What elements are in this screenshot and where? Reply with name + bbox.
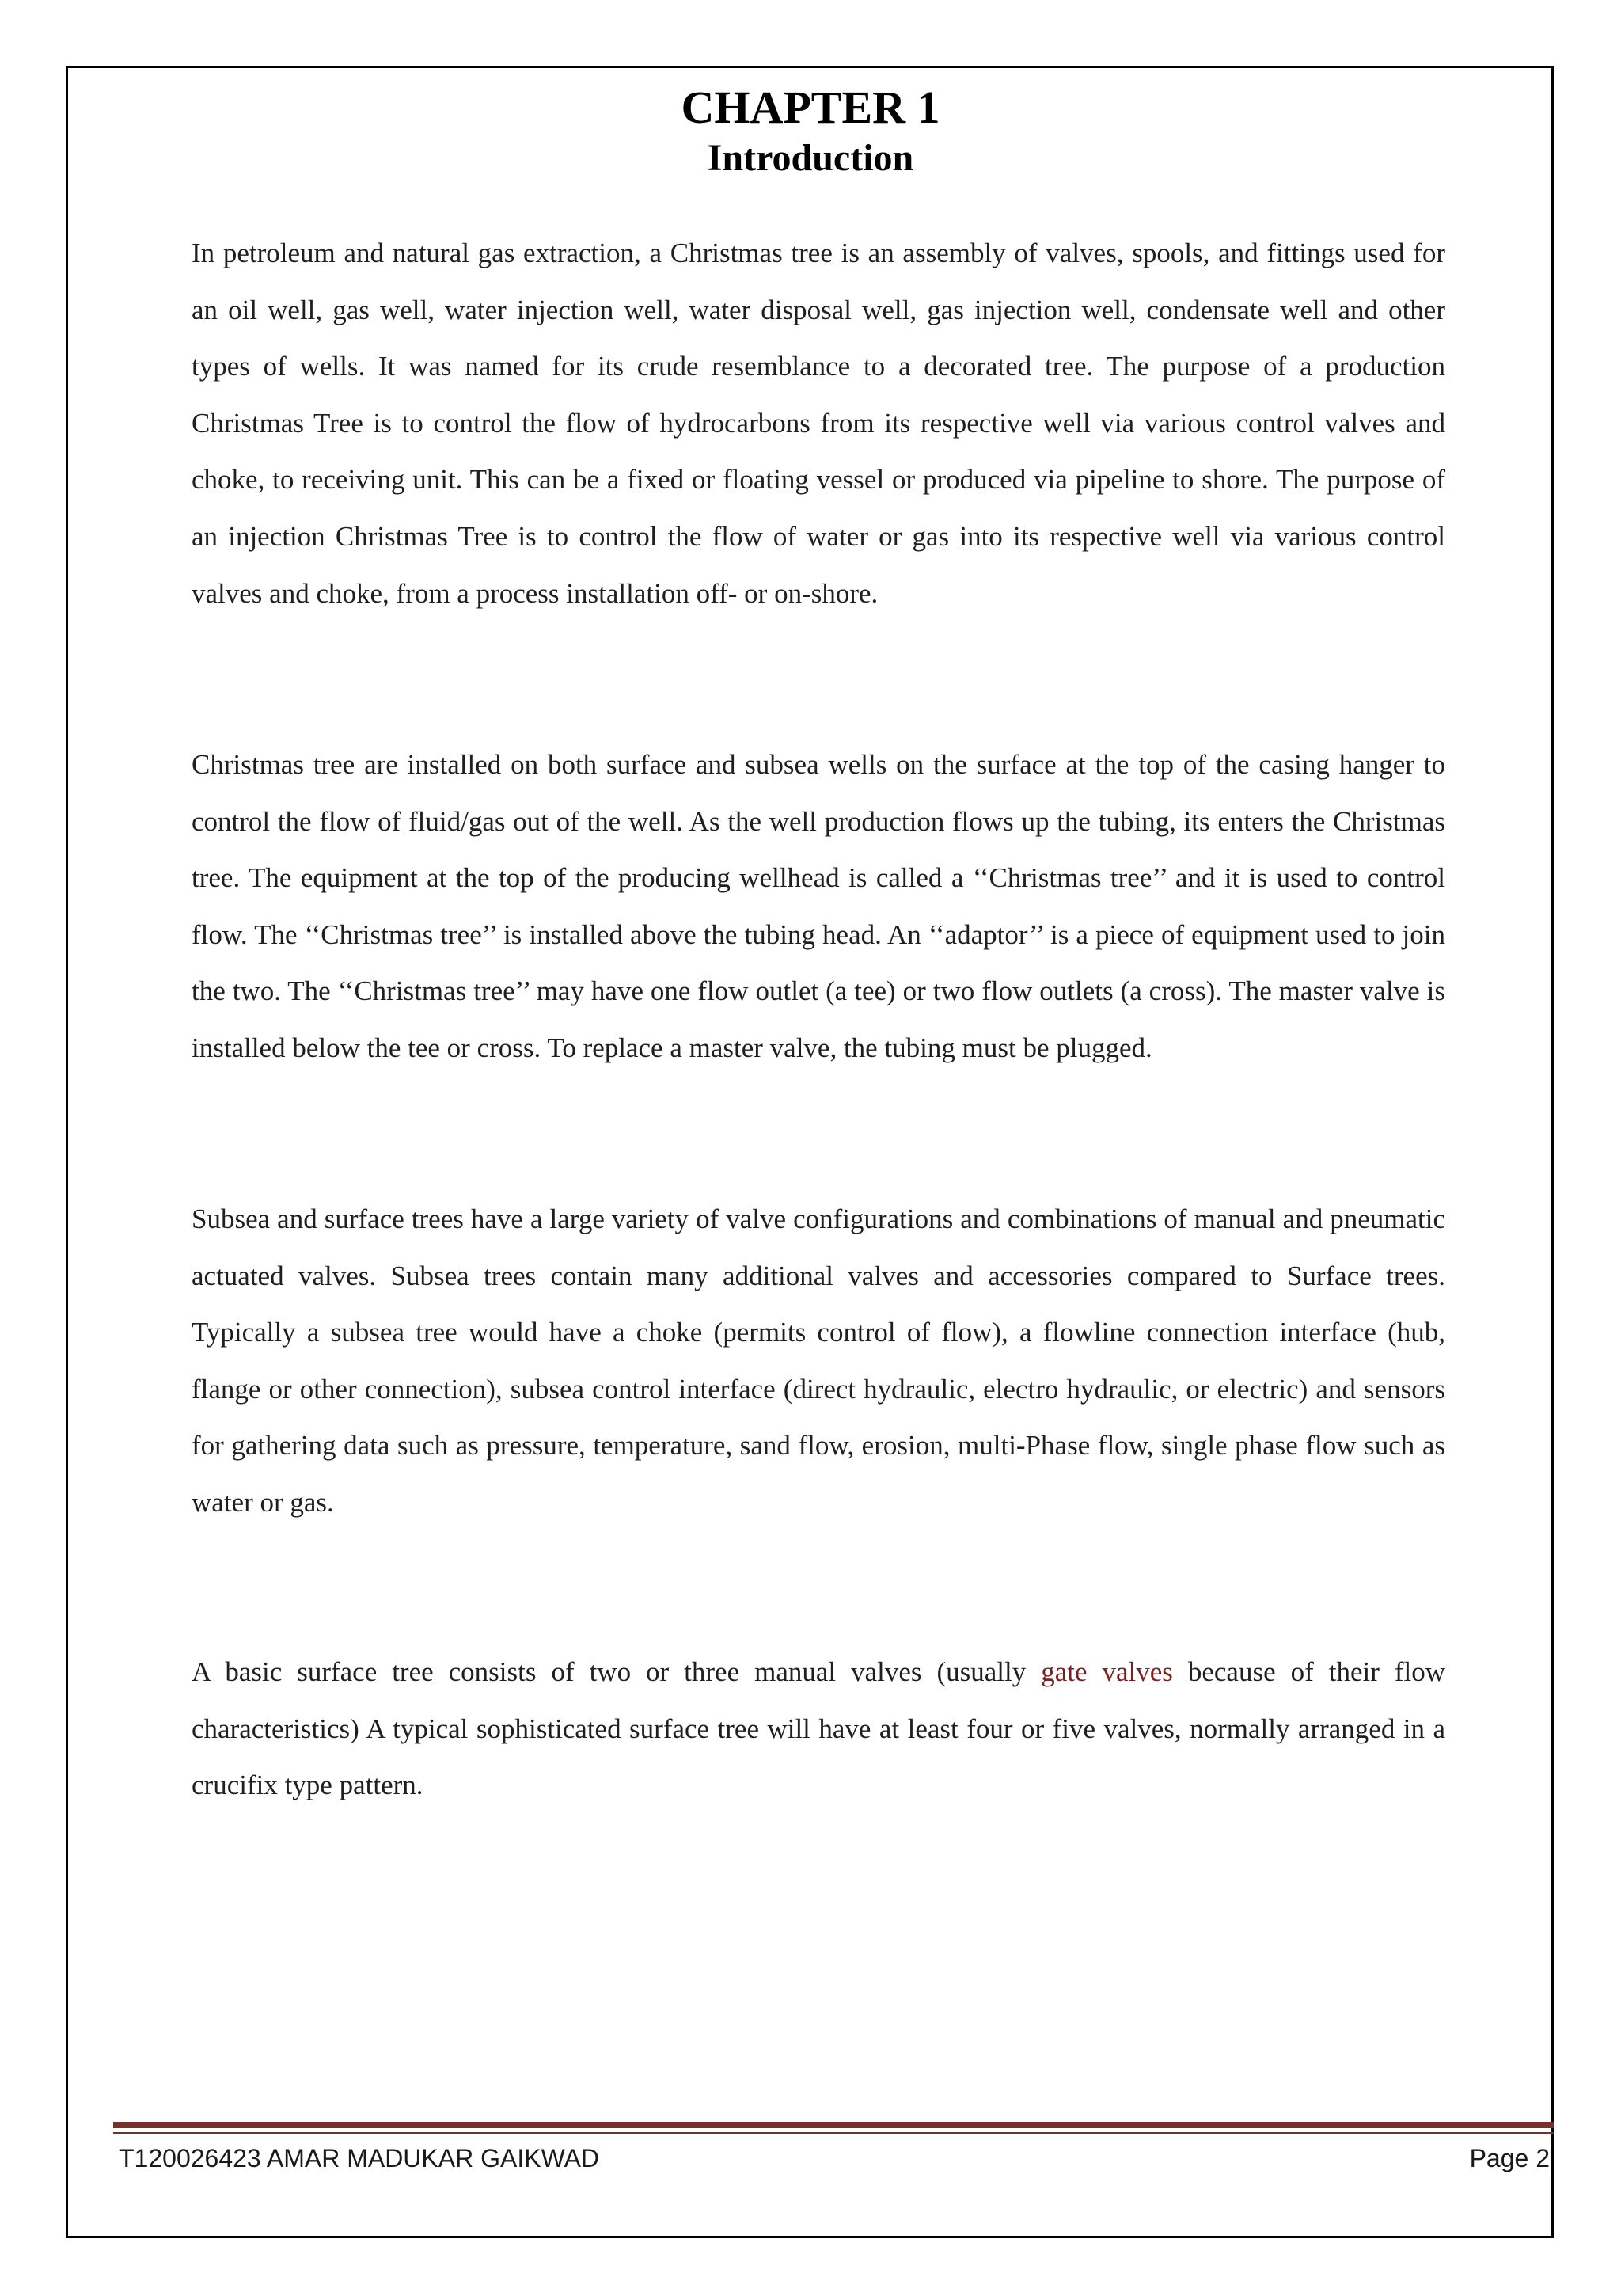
paragraph-4-tail: because of their flow characteristics) A typical sophisticated surface tree will have at least four or five valves, normally arranged in a crucifix type pattern. [192,1656,1445,1801]
paragraph-4 [192,1644,1445,1814]
footer-rule-thick [113,2122,1554,2128]
chapter-heading: CHAPTER 1 [681,82,940,133]
footer-page-number: Page 2 [1469,2144,1550,2172]
paragraph-2: Christmas tree are installed on both surface and subsea wells on the surface at the top of the casing hanger to control the flow of fluid/gas out of the well. As the well production flows up the tubing, its enters the Christmas tree. The equipment at the top of the producing wellhead is called a ‘‘Christmas tree’’ and it is used to control flow. The ‘‘Christmas tree’’ is installed above the tubing head. An ‘‘adaptor’’ is a piece of equipment used to join the two. The ‘‘Christmas tree’’ may have one flow outlet (a tee) or two flow outlets (a cross). The master valve is installed below the tee or cross. To replace a master valve, the tubing must be plugged. [192,749,1445,1063]
paragraph-1: In petroleum and natural gas extraction, a Christmas tree is an assembly of valves, spools, and fittings used for an oil well, gas well, water injection well, water disposal well, gas injection well, condensate well and other types of wells. It was named for its crude resemblance to a decorated tree. The purpose of a production Christmas Tree is to control the flow of hydrocarbons from its respective well via various control valves and choke, to receiving unit. This can be a fixed or floating vessel or produced via pipeline to shore. The purpose of an injection Christmas Tree is to control the flow of water or gas into its respective well via various control valves and choke, from a process installation off- or on-shore. [192,238,1445,609]
paragraph-3: Subsea and surface trees have a large variety of valve configurations and combinations of manual and pneumatic actuated valves. Subsea trees contain many additional valves and accessories compared to Surface trees. Typically a subsea tree would have a choke (permits control of flow), a flowline connection interface (hub, flange or other connection), subsea control interface (direct hydraulic, electro hydraulic, or electric) and sensors for gathering data such as pressure, temperature, sand flow, erosion, multi-Phase flow, single phase flow such as water or gas. [192,1203,1445,1518]
footer-rule-thin [113,2132,1554,2134]
gate-valves-link[interactable]: gate valves [1041,1656,1173,1687]
footer-author: T120026423 AMAR MADUKAR GAIKWAD [119,2144,600,2172]
chapter-title: Introduction [707,137,914,179]
paragraph-4-lead: A basic surface tree consists of two or three manual valves (usually [192,1656,1042,1687]
